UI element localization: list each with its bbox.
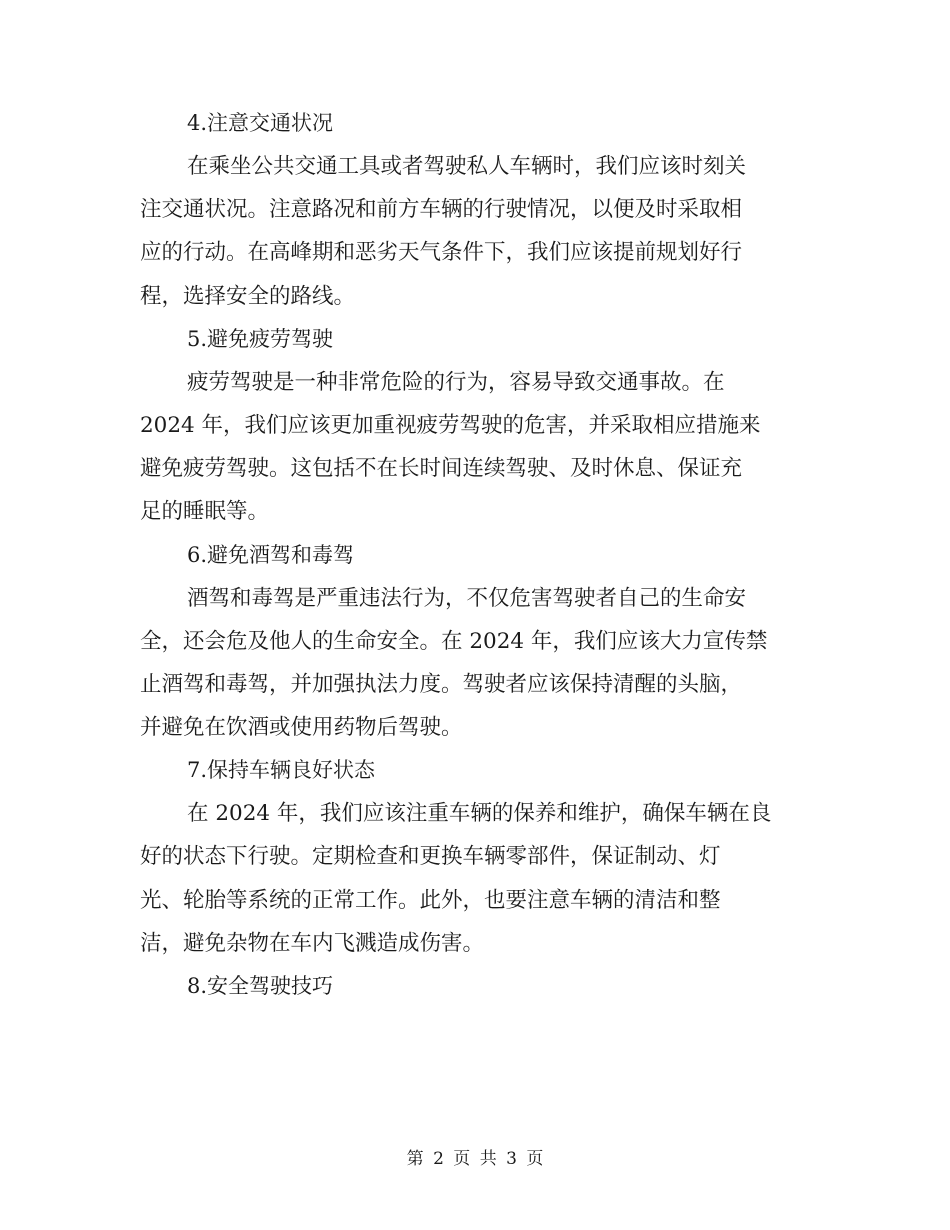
section-heading: 8.安全驾驶技巧 [187, 974, 334, 998]
section-5 [140, 318, 808, 534]
section-8 [140, 965, 808, 1008]
section-heading: 7.保持车辆良好状态 [187, 758, 376, 783]
paragraph-line: 疲劳驾驶是一种非常危险的行为，容易导致交通事故。在 [187, 369, 725, 395]
section-heading: 5.避免疲劳驾驶 [187, 326, 334, 351]
paragraph-line: 程，选择安全的路线。 [140, 283, 356, 309]
page-number-footer: 第 2 页 共 3 页 [406, 1149, 544, 1169]
section-4 [140, 102, 808, 318]
paragraph-line: 避免疲劳驾驶。这包括不在长时间连续驾驶、及时休息、保证充 [140, 456, 743, 482]
paragraph-line: 在乘坐公共交通工具或者驾驶私人车辆时，我们应该时刻关 [187, 154, 747, 179]
paragraph-line: 好的状态下行驶。定期检查和更换车辆零部件，保证制动、灯 [140, 844, 721, 870]
section-heading: 6.避免酒驾和毒驾 [187, 542, 355, 567]
section-paragraph [140, 145, 808, 318]
paragraph-line: 并避免在饮酒或使用药物后驾驶。 [140, 715, 463, 741]
paragraph-line: 光、轮胎等系统的正常工作。此外，也要注意车辆的清洁和整 [140, 887, 721, 913]
paragraph-line: 酒驾和毒驾是严重违法行为，不仅危害驾驶者自己的生命安 [187, 585, 747, 611]
paragraph-line: 应的行动。在高峰期和恶劣天气条件下，我们应该提前规划好行 [140, 240, 743, 266]
paragraph-line: 注交通状况。注意路况和前方车辆的行驶情况，以便及时采取相 [140, 197, 743, 223]
paragraph-line: 洁，避免杂物在车内飞溅造成伤害。 [140, 930, 485, 956]
section-paragraph [140, 792, 808, 965]
section-6 [140, 534, 808, 750]
paragraph-line: 止酒驾和毒驾，并加强执法力度。驾驶者应该保持清醒的头脑， [140, 671, 743, 697]
paragraph-line: 全，还会危及他人的生命安全。在 2024 年，我们应该大力宣传禁 [140, 628, 768, 654]
document-body [140, 102, 808, 1008]
section-paragraph [140, 577, 808, 750]
section-7 [140, 749, 808, 965]
section-paragraph [140, 361, 808, 534]
paragraph-line: 足的睡眠等。 [140, 499, 270, 525]
paragraph-line: 2024 年，我们应该更加重视疲劳驾驶的危害，并采取相应措施来 [140, 412, 761, 438]
paragraph-line: 在 2024 年，我们应该注重车辆的保养和维护，确保车辆在良 [187, 801, 772, 827]
section-heading: 4.注意交通状况 [187, 111, 334, 135]
